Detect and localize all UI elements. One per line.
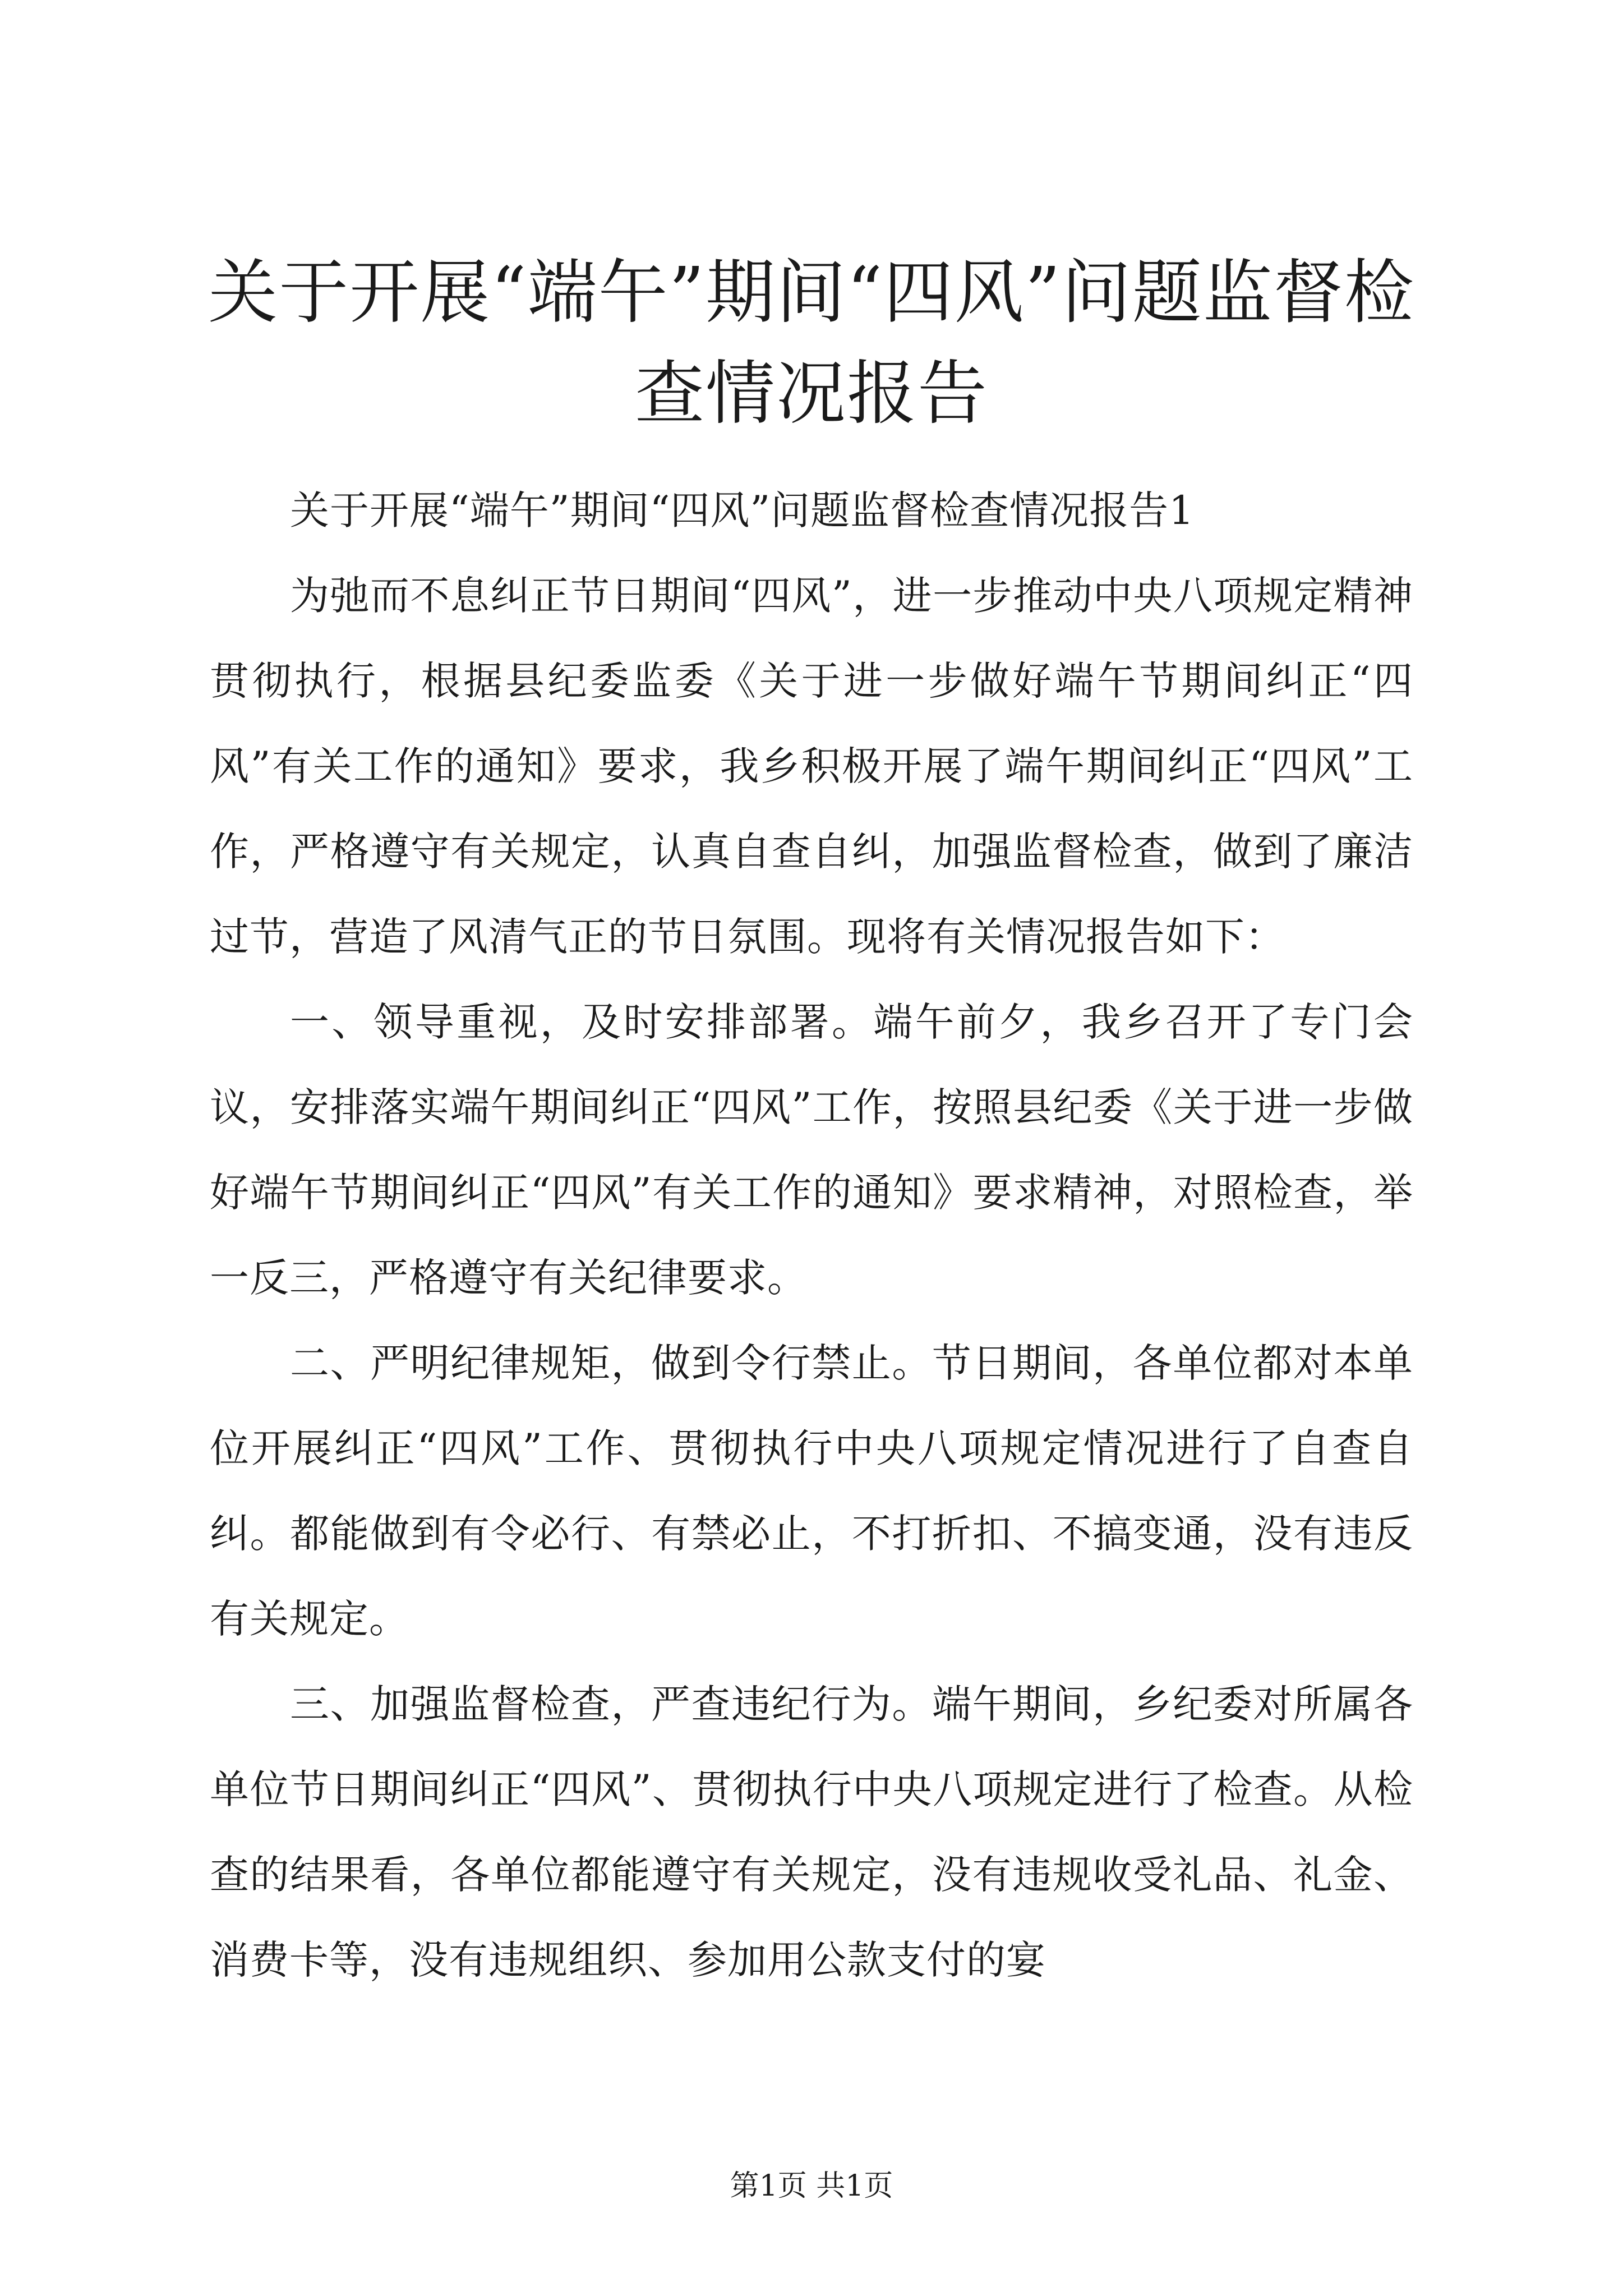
report-subtitle: 关于开展“端午”期间“四风”问题监督检查情况报告1 bbox=[290, 487, 1195, 533]
intro-paragraph: 为弛而不息纠正节日期间“四风”，进一步推动中央八项规定精神贯彻执行，根据县纪委监委《关于进一步做好端午节期间纠正“四风”有关工作的通知》要求，我乡积极开展了端午期间纠正“四风”工作，严格遵守有关规定，认真自查自纠，加强监督检查，做到了廉洁过节，营造了风清气正的节日氛围。现将有关情况报告如下： bbox=[210, 573, 1413, 960]
document-body bbox=[210, 468, 1413, 2003]
page-footer: 第1页 共1页 bbox=[730, 2169, 893, 2203]
section-one-paragraph: 一、领导重视，及时安排部署。端午前夕，我乡召开了专门会议，安排落实端午期间纠正“四风”工作，按照县纪委《关于进一步做好端午节期间纠正“四风”有关工作的通知》要求精神，对照检查，举一反三，严格遵守有关纪律要求。 bbox=[210, 999, 1413, 1301]
section-two-paragraph: 二、严明纪律规矩，做到令行禁止。节日期间，各单位都对本单位开展纠正“四风”工作、贯彻执行中央八项规定情况进行了自查自纠。都能做到有令必行、有禁必止，不打折扣、不搞变通，没有违反有关规定。 bbox=[210, 1340, 1413, 1642]
document-title: 关于开展“端午”期间“四风”问题监督检查情况报告 bbox=[208, 252, 1415, 434]
section-three-paragraph: 三、加强监督检查，严查违纪行为。端午期间，乡纪委对所属各单位节日期间纠正“四风”、贯彻执行中央八项规定进行了检查。从检查的结果看，各单位都能遵守有关规定，没有违规收受礼品、礼金、消费卡等，没有违规组织、参加用公款支付的宴 bbox=[210, 1681, 1413, 1983]
